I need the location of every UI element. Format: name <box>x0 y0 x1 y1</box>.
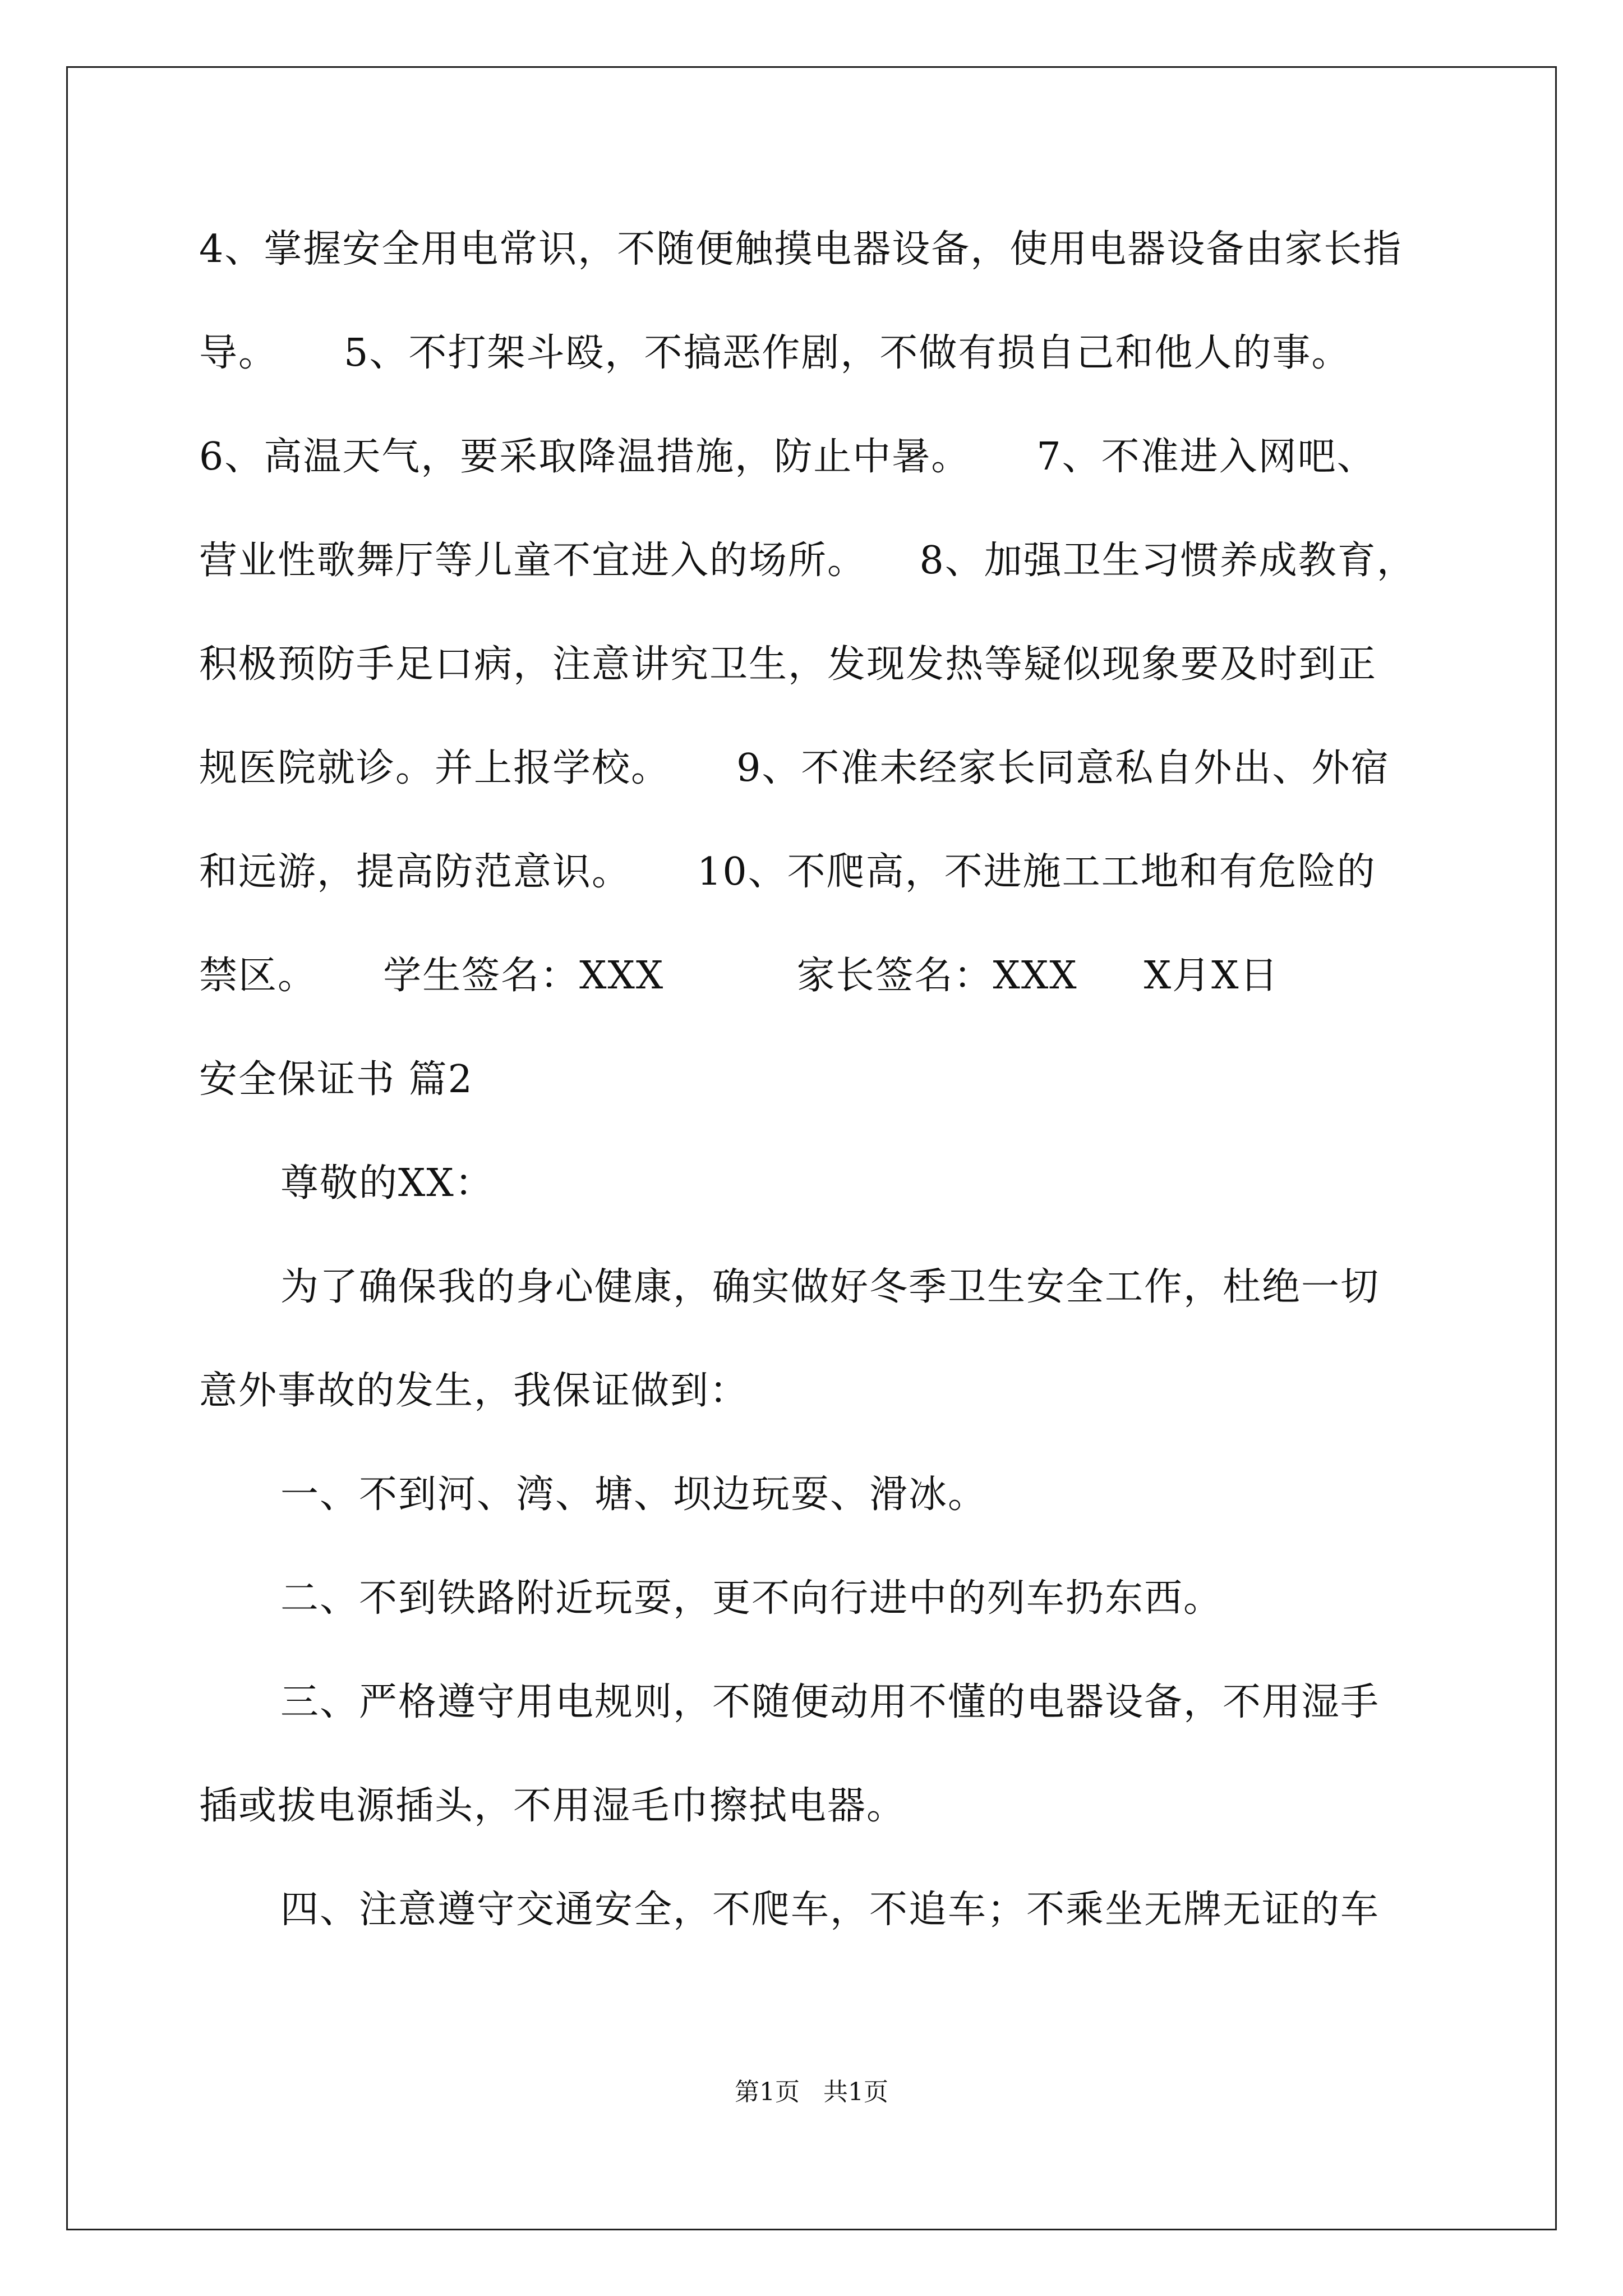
text-line-3: 6、高温天气，要采取降温措施，防止中暑。 7、不准进入网吧、 <box>199 435 1376 479</box>
body-line-5: 三、严格遵守用电规则，不随便动用不懂的电器设备，不用湿手 <box>280 1680 1380 1724</box>
text-line-4: 营业性歌舞厅等儿童不宜进入的场所。 8、加强卫生习惯养成教育， <box>199 539 1416 583</box>
text-line-6: 规医院就诊。并上报学校。 9、不准未经家长同意私自外出、外宿 <box>199 746 1390 790</box>
signature-line: 禁区。 学生签名：XXX 家长签名：XXX X月X日 <box>199 954 1279 998</box>
body-line-2: 意外事故的发生，我保证做到： <box>199 1369 749 1413</box>
body-line-7: 四、注意遵守交通安全，不爬车，不追车；不乘坐无牌无证的车 <box>280 1888 1380 1932</box>
salutation: 尊敬的XX： <box>280 1161 494 1205</box>
body-line-3: 一、不到河、湾、塘、坝边玩耍、滑冰。 <box>280 1473 988 1517</box>
body-line-6: 插或拔电源插头，不用湿毛巾擦拭电器。 <box>199 1784 906 1828</box>
body-line-1: 为了确保我的身心健康，确实做好冬季卫生安全工作，杜绝一切 <box>280 1265 1380 1309</box>
page-footer: 第1页 共1页 <box>735 2078 888 2106</box>
body-line-4: 二、不到铁路附近玩耍，更不向行进中的列车扔东西。 <box>280 1576 1223 1621</box>
text-line-7: 和远游，提高防范意识。 10、不爬高，不进施工工地和有危险的 <box>199 850 1376 894</box>
text-line-1: 4、掌握安全用电常识，不随便触摸电器设备，使用电器设备由家长指 <box>199 227 1403 272</box>
section-title: 安全保证书 篇2 <box>199 1057 473 1102</box>
text-line-2: 导。 5、不打架斗殴，不搞恶作剧，不做有损自己和他人的事。 <box>199 331 1351 375</box>
text-line-5: 积极预防手足口病，注意讲究卫生，发现发热等疑似现象要及时到正 <box>199 642 1377 687</box>
